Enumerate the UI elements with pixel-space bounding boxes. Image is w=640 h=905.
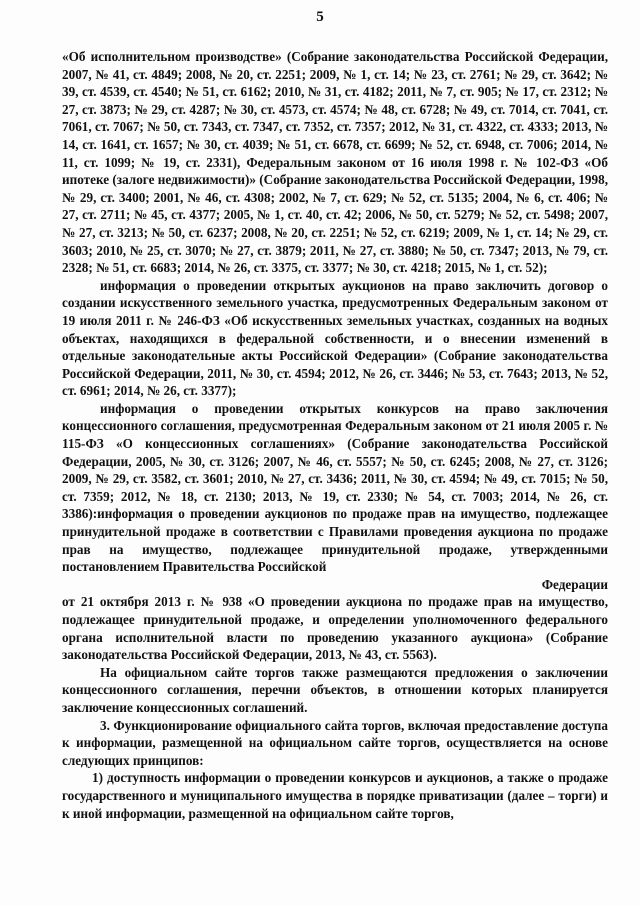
paragraph-concession-proposals: На официальном сайте торгов также размещаются предложения о заключении концессионного соглашения, перечни объектов, в отношении которых планируется заключение концессионных соглашений. <box>62 664 608 715</box>
paragraph-legal-references: «Об исполнительном производстве» (Собрание законодательства Российской Федерации, 2007, № 41, ст. 4849; 2008, № 20, ст. 2251; 2009, № 1, ст. 14; № 23, ст. 2761; № 29, ст. 3642; № 39, ст. 4539, ст. 4540; № 51, ст. 6162; 2010, № 31, ст. 4182; 2011, № 7, ст. 905; № 17, ст. 2312; № 27, ст. 3873; № 29, ст. 4287; № 30, ст. 4573, ст. 4574; № 48, ст. 6728; № 49, ст. 7014, ст. 7041, ст. 7061, ст. 7067; № 50, ст. 7343, ст. 7347, ст. 7352, ст. 7357; 2012, № 31, ст. 4322, ст. 4333; 2013, № 14, ст. 1641, ст. 1657; № 30, ст. 4039; № 51, ст. 6678, ст. 6699; № 52, ст. 6948, ст. 7006; 2014, № 11, ст. 1099; № 19, ст. 2331), Федеральным законом от 16 июля 1998 г. № 102-ФЗ «Об ипотеке (залоге недвижимости)» (Собрание законодательства Российской Федерации, 1998, № 29, ст. 3400; 2001, № 46, ст. 4308; 2002, № 7, ст. 629; № 52, ст. 5135; 2004, № 6, ст. 406; № 27, ст. 2711; № 45, ст. 4377; 2005, № 1, ст. 40, ст. 42; 2006, № 50, ст. 5279; № 52, ст. 5498; 2007, № 27, ст. 3213; № 50, ст. 6237; 2008, № 20, ст. 2251; № 52, ст. 6219; 2009, № 1, ст. 14; № 29, ст. 3603; 2010, № 25, ст. 3070; № 27, ст. 3879; 2011, № 27, ст. 3880; № 50, ст. 7347; 2013, № 79, ст. 2328; № 51, ст. 6683; 2014, № 26, ст. 3375, ст. 3377; № 30, ст. 4218; 2015, № 1, ст. 52); <box>62 49 608 276</box>
paragraph-principles-intro: 3. Функционирование официального сайта торгов, включая предоставление доступа к информации, размещенной на официальном сайте торгов, осуществляется на основе следующих принципов: <box>62 717 608 768</box>
page-number: 5 <box>316 9 324 25</box>
paragraph-concession-contests: информация о проведении открытых конкурсов на право заключения концессионного соглашения, предусмотренная Федеральным законом от 21 июля 2005 г. № 115-ФЗ «О концессионных соглашениях» (Собрание законодательства Российской Федерации, 2005, № 30, ст. 3126; 2007, № 46, ст. 5557; № 50, ст. 6245; 2008, № 27, ст. 3126; 2009, № 29, ст. 3582, ст. 3601; 2010, № 27, ст. 3436; 2011, № 30, ст. 4594; № 49, ст. 7015; № 50, ст. 7359; 2012, № 18, ст. 2130; 2013, № 19, ст. 2330; № 54, ст. 7003; 2014, № 26, ст. 3386):информация о проведении аукционов по продаже прав на имущество, подлежащее принудительной продаже в соответствии с Правилами проведения аукциона по продаже прав на имущество, подлежащее принудительной продаже, утвержденными постановлением Правительства Российской <box>62 400 608 575</box>
paragraph-federation-word: Федерации <box>541 576 608 592</box>
list-item-accessibility-principle: 1) доступность информации о проведении конкурсов и аукционов, а также о продаже государственного и муниципального имущества в порядке приватизации (далее – торги) и к иной информации, размещенной на официальном сайте торгов, <box>62 770 608 821</box>
paragraph-artificial-land-auctions: информация о проведении открытых аукционов на право заключить договор о создании искусственного земельного участка, предусмотренных Федеральным законом от 19 июля 2011 г. № 246-ФЗ «Об искусственных земельных участках, созданных на водных объектах, находящихся в федеральной собственности, и о внесении изменений в отдельные законодательные акты Российской Федерации» (Собрание законодательства Российской Федерации, 2011, № 30, ст. 4594; 2012, № 26, ст. 3446; № 53, ст. 7643; 2013, № 52, ст. 6961; 2014, № 26, ст. 3377); <box>62 277 608 399</box>
paragraph-decree-reference: от 21 октября 2013 г. № 938 «О проведении аукциона по продаже прав на имущество, подлежащее принудительной продаже, и определении уполномоченного федерального органа исполнительной власти по проведению указанного аукциона» (Собрание законодательства Российской Федерации, 2013, № 43, ст. 5563). <box>62 594 608 663</box>
document-body <box>62 48 608 822</box>
